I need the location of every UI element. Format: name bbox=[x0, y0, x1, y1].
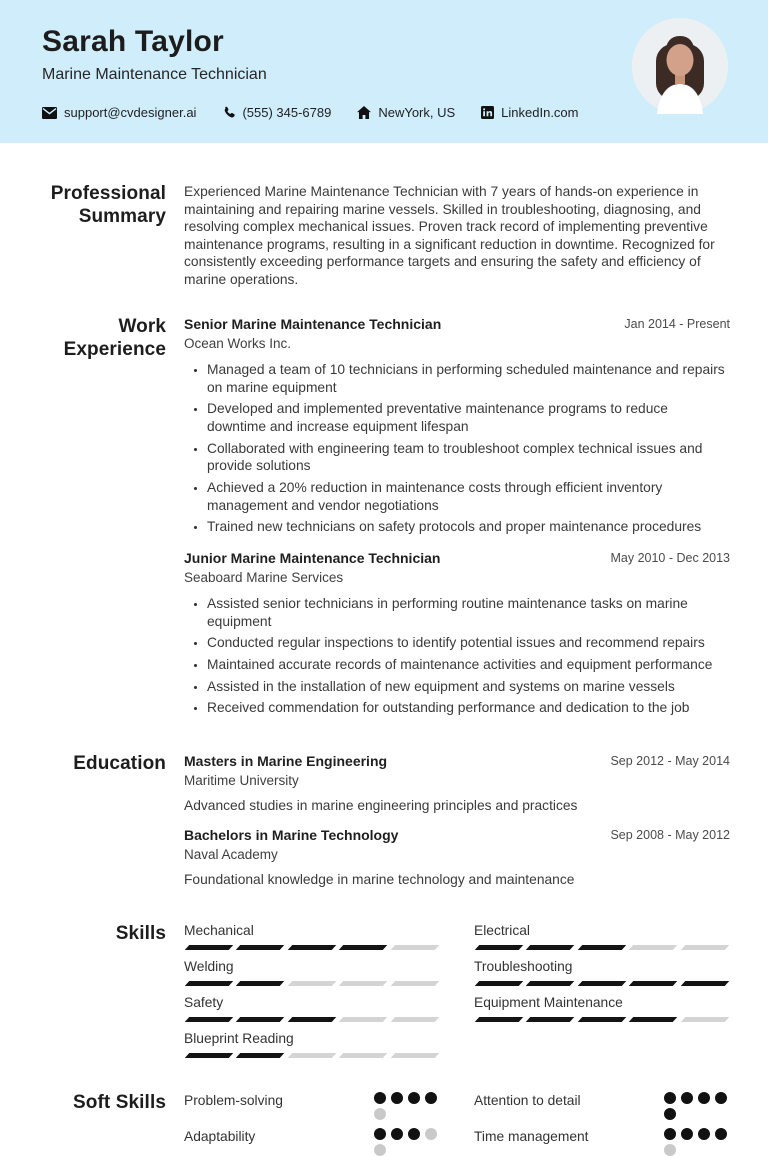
rating-dot-empty bbox=[664, 1144, 676, 1156]
contact-phone-text: (555) 345-6789 bbox=[242, 105, 332, 120]
bar-segment-filled bbox=[680, 981, 729, 986]
bar-segment-empty bbox=[390, 945, 439, 950]
rating-dot-filled bbox=[715, 1128, 727, 1140]
soft-skill-item bbox=[474, 1128, 730, 1156]
bar-segment-filled bbox=[475, 1017, 524, 1022]
bar-segment-filled bbox=[526, 945, 575, 950]
degree-date-range: Sep 2012 - May 2014 bbox=[610, 753, 730, 768]
job-entry bbox=[184, 550, 730, 717]
section-skills bbox=[38, 923, 730, 1058]
bar-segment-empty bbox=[680, 1017, 729, 1022]
bar-segment-filled bbox=[236, 945, 285, 950]
person-job-title: Marine Maintenance Technician bbox=[42, 66, 267, 83]
bar-segment-empty bbox=[390, 1017, 439, 1022]
soft-skill-name: Attention to detail bbox=[474, 1092, 581, 1108]
soft-skill-rating bbox=[374, 1128, 440, 1156]
bar-segment-filled bbox=[526, 981, 575, 986]
soft-skill-item bbox=[474, 1092, 730, 1120]
soft-skill-item bbox=[184, 1128, 440, 1156]
soft-skills-grid bbox=[184, 1092, 730, 1156]
rating-dot-filled bbox=[715, 1092, 727, 1104]
soft-skill-name: Time management bbox=[474, 1128, 589, 1144]
skill-name: Mechanical bbox=[184, 922, 254, 938]
degree-entry bbox=[184, 753, 730, 813]
job-bullet: • Assisted senior technicians in performing routine maintenance tasks on marine equipment bbox=[207, 595, 730, 630]
skill-item bbox=[184, 1031, 440, 1058]
resume-body bbox=[0, 143, 768, 1156]
soft-skill-rating bbox=[664, 1092, 730, 1120]
section-heading-soft-skills: Soft Skills bbox=[73, 1091, 166, 1113]
contact-row bbox=[42, 105, 726, 120]
job-bullet: • Developed and implemented preventative maintenance programs to reduce downtime and increase equipment lifespan bbox=[207, 400, 730, 435]
phone-icon bbox=[222, 106, 235, 119]
skill-item bbox=[184, 995, 440, 1022]
skill-level-bar bbox=[184, 1053, 440, 1058]
rating-dot-empty bbox=[374, 1108, 386, 1120]
soft-skill-item bbox=[184, 1092, 440, 1120]
skill-level-bar bbox=[474, 1017, 730, 1022]
rating-dot-filled bbox=[698, 1092, 710, 1104]
contact-location-text: NewYork, US bbox=[378, 105, 456, 120]
degree-title: Bachelors in Marine Technology bbox=[184, 826, 399, 843]
resume-header bbox=[0, 0, 768, 143]
bar-segment-empty bbox=[339, 981, 388, 986]
job-date-range: May 2010 - Dec 2013 bbox=[610, 551, 730, 565]
job-bullet: • Assisted in the installation of new equipment and systems on marine vessels bbox=[207, 678, 730, 696]
skill-level-bar bbox=[474, 945, 730, 950]
degree-description: Foundational knowledge in marine technology and maintenance bbox=[184, 871, 575, 887]
section-education bbox=[38, 753, 730, 887]
section-soft-skills bbox=[38, 1092, 730, 1156]
rating-dot-filled bbox=[408, 1128, 420, 1140]
bar-segment-empty bbox=[680, 945, 729, 950]
job-company: Seaboard Marine Services bbox=[184, 570, 344, 585]
skill-name: Equipment Maintenance bbox=[474, 994, 623, 1010]
bar-segment-filled bbox=[236, 1017, 285, 1022]
degree-title: Masters in Marine Engineering bbox=[184, 752, 388, 769]
rating-dot-empty bbox=[425, 1128, 437, 1140]
skill-level-bar bbox=[184, 945, 440, 950]
job-bullet: • Maintained accurate records of maintenance activities and equipment performance bbox=[207, 656, 730, 674]
skill-item bbox=[474, 959, 730, 986]
skill-name: Safety bbox=[184, 994, 224, 1010]
job-company: Ocean Works Inc. bbox=[184, 336, 292, 352]
profile-photo-illustration bbox=[632, 18, 728, 114]
skill-item bbox=[474, 995, 730, 1022]
bar-segment-filled bbox=[185, 1017, 234, 1022]
job-bullet: • Managed a team of 10 technicians in performing scheduled maintenance and repairs on marine equipment bbox=[207, 361, 730, 396]
job-bullet: • Achieved a 20% reduction in maintenance costs through efficient inventory management and vendor negotiations bbox=[207, 479, 730, 514]
degree-school: Maritime University bbox=[184, 772, 299, 788]
section-heading-work: Work Experience bbox=[63, 316, 166, 360]
rating-dot-filled bbox=[698, 1128, 710, 1140]
contact-linkedin-text: LinkedIn.com bbox=[501, 105, 579, 120]
bar-segment-filled bbox=[578, 981, 627, 986]
rating-dot-filled bbox=[374, 1128, 386, 1140]
job-entry bbox=[184, 316, 730, 536]
bar-segment-filled bbox=[526, 1017, 575, 1022]
soft-skill-rating bbox=[374, 1092, 440, 1120]
email-icon bbox=[42, 107, 57, 119]
bar-segment-empty bbox=[339, 1017, 388, 1022]
skill-item bbox=[184, 959, 440, 986]
rating-dot-filled bbox=[681, 1128, 693, 1140]
degree-description: Advanced studies in marine engineering principles and practices bbox=[184, 797, 578, 813]
section-heading-education: Education bbox=[73, 752, 166, 774]
bar-segment-filled bbox=[236, 1053, 285, 1058]
job-bullet: • Received commendation for outstanding performance and dedication to the job bbox=[207, 699, 730, 717]
job-bullet-list bbox=[184, 361, 730, 536]
bar-segment-filled bbox=[339, 945, 388, 950]
skill-name: Troubleshooting bbox=[474, 958, 573, 974]
summary-text: Experienced Marine Maintenance Technician with 7 years of hands-on experience in maintaining and repairing marine vessels. Skilled in troubleshooting, diagnosing, and resolving complex mechanical issues. Proven track record of implementing preventive maintenance programs, resulting in a significant reduction in downtime. Recognized for consistently exceeding performance targets and ensuring the safety and efficiency of marine operations. bbox=[184, 184, 715, 287]
bar-segment-filled bbox=[236, 981, 285, 986]
bar-segment-empty bbox=[288, 1053, 337, 1058]
bar-segment-empty bbox=[339, 1053, 388, 1058]
bar-segment-filled bbox=[185, 945, 234, 950]
contact-location[interactable] bbox=[357, 105, 455, 120]
job-bullet: • Conducted regular inspections to identify potential issues and recommend repairs bbox=[207, 634, 730, 652]
skill-name: Welding bbox=[184, 958, 234, 974]
soft-skill-name: Problem-solving bbox=[184, 1092, 283, 1108]
section-professional-summary bbox=[38, 183, 730, 288]
profile-photo bbox=[632, 18, 728, 114]
bar-segment-filled bbox=[185, 981, 234, 986]
rating-dot-filled bbox=[391, 1128, 403, 1140]
contact-linkedin[interactable] bbox=[481, 105, 578, 120]
section-work-experience bbox=[38, 316, 730, 721]
rating-dot-filled bbox=[425, 1092, 437, 1104]
bar-segment-filled bbox=[629, 981, 678, 986]
rating-dot-filled bbox=[664, 1128, 676, 1140]
skill-name: Blueprint Reading bbox=[184, 1030, 294, 1046]
skill-item bbox=[184, 923, 440, 950]
job-list bbox=[184, 316, 730, 721]
rating-dot-filled bbox=[681, 1092, 693, 1104]
contact-email-text: support@cvdesigner.ai bbox=[64, 105, 197, 120]
skill-level-bar bbox=[474, 981, 730, 986]
job-bullet: • Trained new technicians on safety protocols and proper maintenance procedures bbox=[207, 518, 730, 536]
bar-segment-filled bbox=[578, 1017, 627, 1022]
bar-segment-filled bbox=[578, 945, 627, 950]
contact-email[interactable] bbox=[42, 105, 196, 120]
degree-date-range: Sep 2008 - May 2012 bbox=[610, 827, 730, 842]
skill-level-bar bbox=[184, 1017, 440, 1022]
degree-list bbox=[184, 753, 730, 887]
bar-segment-filled bbox=[185, 1053, 234, 1058]
skills-grid bbox=[184, 923, 730, 1058]
rating-dot-filled bbox=[374, 1092, 386, 1104]
section-heading-summary: Professional Summary bbox=[50, 183, 166, 227]
degree-school: Naval Academy bbox=[184, 846, 278, 862]
skill-item bbox=[474, 923, 730, 950]
bar-segment-filled bbox=[629, 1017, 678, 1022]
job-title: Junior Marine Maintenance Technician bbox=[184, 550, 441, 566]
skill-level-bar bbox=[184, 981, 440, 986]
job-date-range: Jan 2014 - Present bbox=[624, 317, 730, 332]
bar-segment-filled bbox=[475, 981, 524, 986]
soft-skill-name: Adaptability bbox=[184, 1128, 256, 1144]
bar-segment-filled bbox=[475, 945, 524, 950]
job-title: Senior Marine Maintenance Technician bbox=[184, 316, 442, 333]
rating-dot-filled bbox=[408, 1092, 420, 1104]
rating-dot-empty bbox=[374, 1144, 386, 1156]
bar-segment-empty bbox=[390, 981, 439, 986]
degree-entry bbox=[184, 827, 730, 887]
person-name: Sarah Taylor bbox=[42, 25, 224, 58]
job-bullet-list bbox=[184, 595, 730, 717]
bar-segment-filled bbox=[288, 945, 337, 950]
bar-segment-empty bbox=[629, 945, 678, 950]
rating-dot-filled bbox=[391, 1092, 403, 1104]
soft-skill-rating bbox=[664, 1128, 730, 1156]
rating-dot-filled bbox=[664, 1108, 676, 1120]
section-heading-skills: Skills bbox=[115, 922, 166, 944]
bar-segment-empty bbox=[288, 981, 337, 986]
job-bullet: • Collaborated with engineering team to troubleshoot complex technical issues and provide solutions bbox=[207, 440, 730, 475]
linkedin-icon bbox=[481, 106, 494, 119]
skill-name: Electrical bbox=[474, 922, 530, 938]
bar-segment-filled bbox=[288, 1017, 337, 1022]
rating-dot-filled bbox=[664, 1092, 676, 1104]
contact-phone[interactable] bbox=[222, 105, 331, 120]
home-icon bbox=[357, 106, 371, 119]
bar-segment-empty bbox=[390, 1053, 439, 1058]
